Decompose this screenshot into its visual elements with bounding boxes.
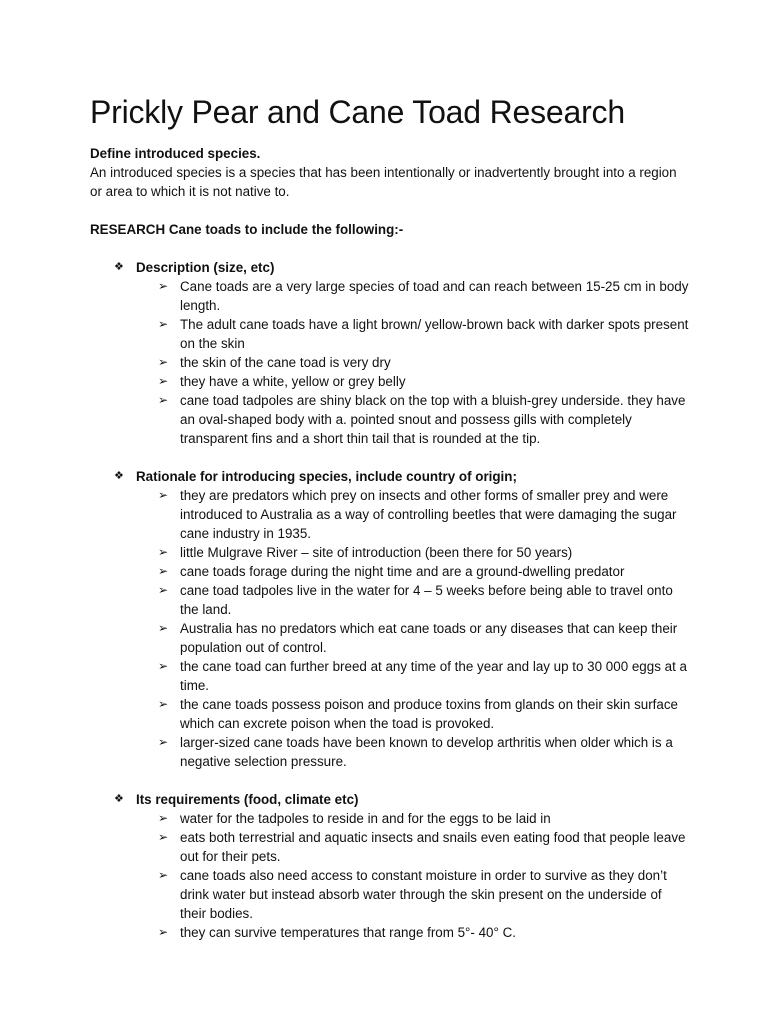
list-item-text: the cane toads possess poison and produce toxins from glands on their skin surface which can excrete poison when the toad is provoked. (180, 697, 678, 731)
list-item-text: cane toad tadpoles live in the water for 4 – 5 weeks before being able to travel onto the land. (180, 583, 673, 617)
list-item-text: they have a white, yellow or grey belly (180, 374, 406, 389)
list-item (158, 809, 690, 828)
define-text: An introduced species is a species that has been intentionally or inadvertently brought into a region or area to which it is not native to. (90, 165, 677, 199)
list-item-text: Australia has no predators which eat cane toads or any diseases that can keep their population out of control. (180, 621, 678, 655)
section-heading-row (114, 258, 690, 277)
arrow-bullet-icon: ➢ (158, 583, 169, 597)
list-item-text: eats both terrestrial and aquatic insects and snails even eating food that people leave out for their pets. (180, 830, 686, 864)
list-item (158, 372, 690, 391)
diamond-bullet-icon: ❖ (114, 261, 124, 273)
research-heading: RESEARCH Cane toads to include the following:- (90, 222, 404, 237)
arrow-bullet-icon: ➢ (158, 317, 169, 331)
section-heading-row (114, 467, 690, 486)
arrow-bullet-icon: ➢ (158, 393, 169, 407)
arrow-bullet-icon: ➢ (158, 374, 169, 388)
document-title: Prickly Pear and Cane Toad Research (90, 94, 625, 130)
arrow-bullet-icon: ➢ (158, 659, 169, 673)
list-item (158, 923, 690, 942)
spacer (90, 239, 690, 258)
list-item (158, 619, 690, 657)
spacer (90, 201, 690, 220)
arrow-bullet-icon: ➢ (158, 564, 169, 578)
section-item-list (90, 277, 690, 448)
arrow-bullet-icon: ➢ (158, 868, 169, 882)
list-item (158, 657, 690, 695)
section-heading: Description (size, etc) (136, 260, 275, 275)
arrow-bullet-icon: ➢ (158, 355, 169, 369)
arrow-bullet-icon: ➢ (158, 279, 169, 293)
arrow-bullet-icon: ➢ (158, 735, 169, 749)
section-item-list (90, 809, 690, 942)
diamond-bullet-icon: ❖ (114, 793, 124, 805)
research-section (90, 258, 690, 448)
list-item-text: larger-sized cane toads have been known to develop arthritis when older which is a negative selection pressure. (180, 735, 673, 769)
list-item (158, 391, 690, 448)
list-item-text: the cane toad can further breed at any time of the year and lay up to 30 000 eggs at a time. (180, 659, 687, 693)
list-item-text: cane toad tadpoles are shiny black on the top with a bluish-grey underside. they have an oval-shaped body with a. pointed snout and possess gills with completely transparent fins and a short thin tail that is rounded at the tip. (180, 393, 686, 446)
list-item (158, 486, 690, 543)
section-item-list (90, 486, 690, 771)
arrow-bullet-icon: ➢ (158, 697, 169, 711)
arrow-bullet-icon: ➢ (158, 621, 169, 635)
arrow-bullet-icon: ➢ (158, 488, 169, 502)
arrow-bullet-icon: ➢ (158, 811, 169, 825)
list-item-text: cane toads forage during the night time and are a ground-dwelling predator (180, 564, 625, 579)
section-heading-row (114, 790, 690, 809)
arrow-bullet-icon: ➢ (158, 925, 169, 939)
arrow-bullet-icon: ➢ (158, 545, 169, 559)
list-item-text: they are predators which prey on insects and other forms of smaller prey and were introduced to Australia as a way of controlling beetles that were damaging the sugar cane industry in 1935. (180, 488, 677, 541)
list-item-text: little Mulgrave River – site of introduction (been there for 50 years) (180, 545, 573, 560)
list-item (158, 353, 690, 372)
list-item (158, 315, 690, 353)
research-section (90, 790, 690, 942)
list-item (158, 866, 690, 923)
list-item-text: cane toads also need access to constant moisture in order to survive as they don’t drink water but instead absorb water through the skin present on the underside of their bodies. (180, 868, 667, 921)
list-item-text: The adult cane toads have a light brown/ yellow-brown back with darker spots present on the skin (180, 317, 689, 351)
list-item-text: Cane toads are a very large species of toad and can reach between 15-25 cm in body length. (180, 279, 689, 313)
list-item (158, 733, 690, 771)
section-heading: Rationale for introducing species, include country of origin; (136, 469, 517, 484)
research-section (90, 467, 690, 771)
list-item (158, 277, 690, 315)
list-item-text: they can survive temperatures that range from 5°- 40° C. (180, 925, 516, 940)
list-item-text: water for the tadpoles to reside in and for the eggs to be laid in (180, 811, 551, 826)
diamond-bullet-icon: ❖ (114, 470, 124, 482)
list-item (158, 828, 690, 866)
list-item (158, 562, 690, 581)
list-item (158, 695, 690, 733)
section-heading: Its requirements (food, climate etc) (136, 792, 359, 807)
define-heading: Define introduced species. (90, 146, 261, 161)
list-item-text: the skin of the cane toad is very dry (180, 355, 391, 370)
arrow-bullet-icon: ➢ (158, 830, 169, 844)
research-sections (90, 258, 690, 942)
list-item (158, 581, 690, 619)
list-item (158, 543, 690, 562)
